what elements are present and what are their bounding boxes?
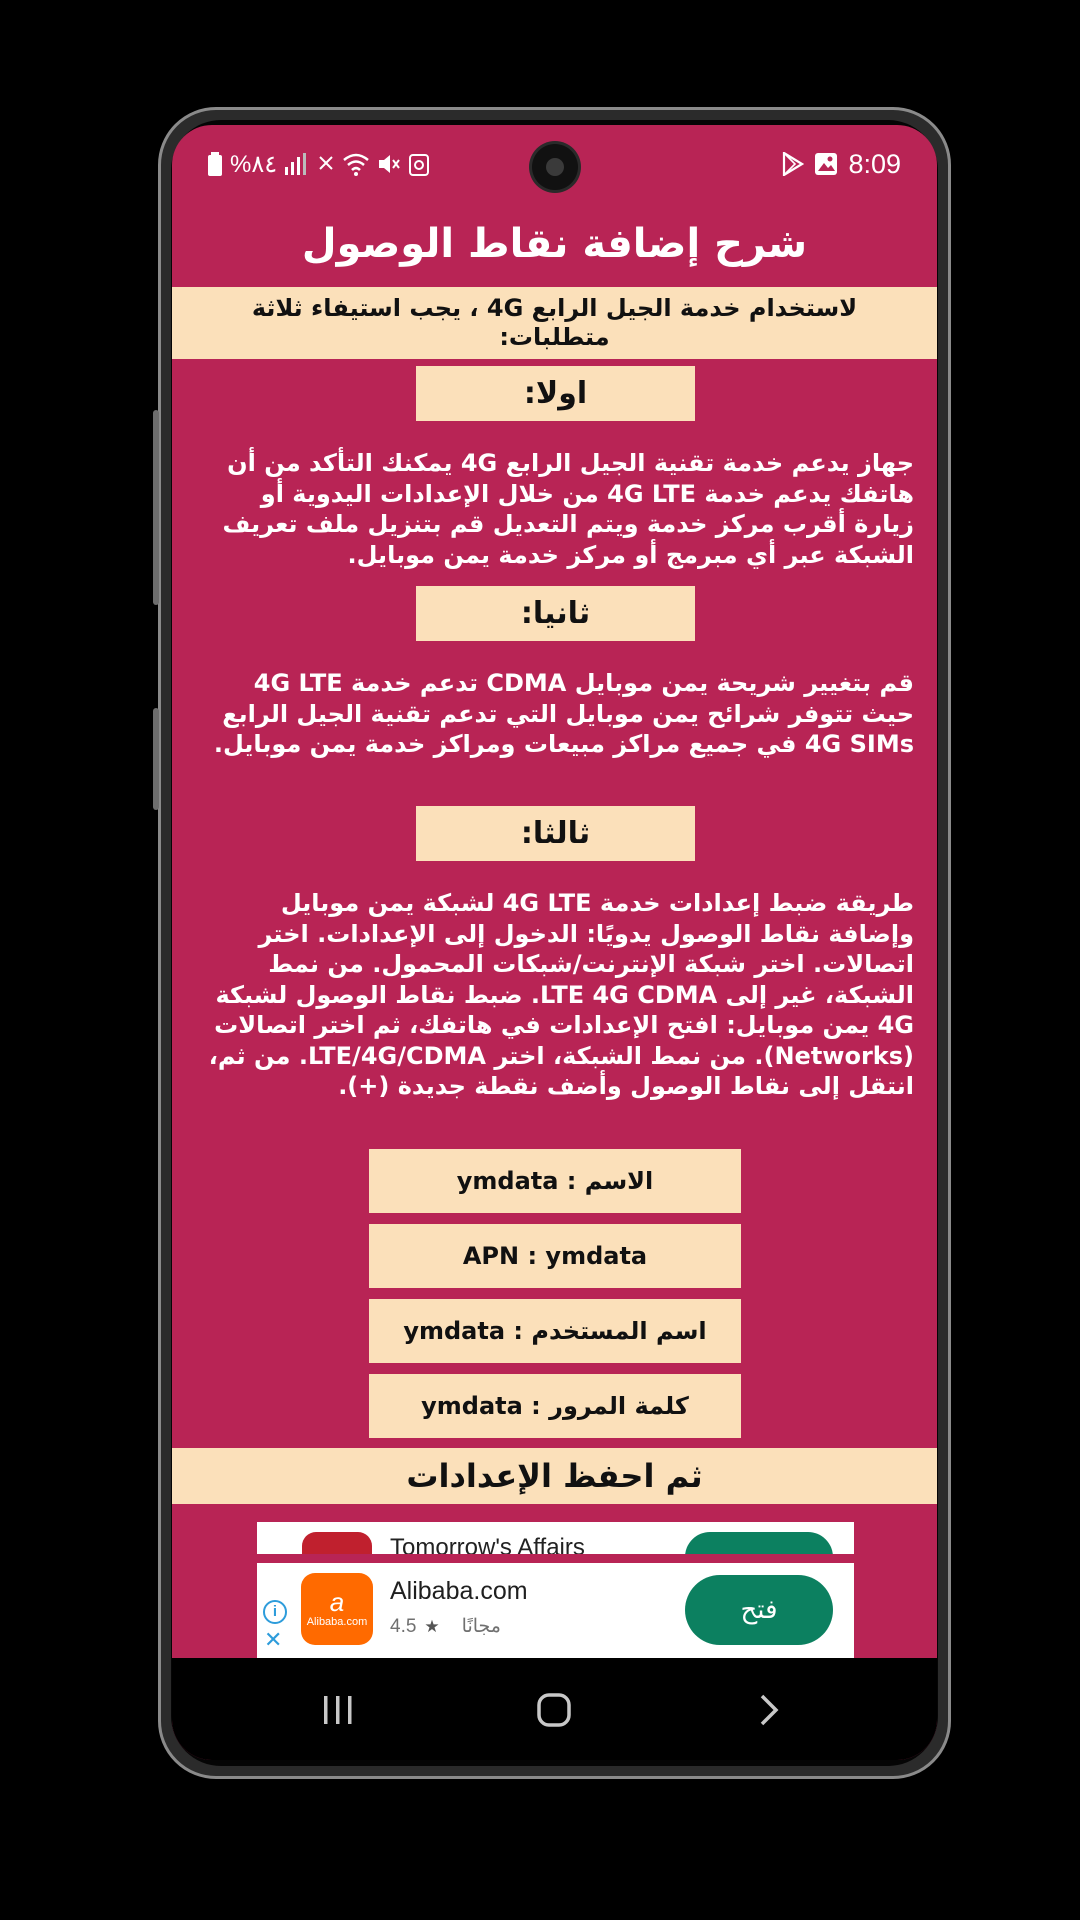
ad-price: مجانًا <box>461 1616 501 1637</box>
volume-key <box>153 410 159 605</box>
section-heading-first: اولا: <box>416 366 695 421</box>
ad-rating: 4.5 <box>390 1615 417 1637</box>
section-heading-second: ثانيا: <box>416 586 695 641</box>
gallery-icon <box>814 152 838 176</box>
section-body-third: طريقة ضبط إعدادات خدمة 4G LTE لشبكة يمن موبايل وإضافة نقاط الوصول يدويًا: الدخول إلى الإعدادات. اختر اتصالات. اختر شبكة الإنترنت/شبكات المحمول. من نمط الشبكة، غير إلى LTE 4G CDMA. ضبط نقاط الوصول لشبكة 4G يمن موبايل: افتح الإعدادات في هاتفك، ثم اختر اتصالات (Networks). من نمط الشبكة، اختر LTE/4G/CDMA. من ثم، انتقل إلى نقاط الوصول وأضف نقطة جديدة (+). <box>208 889 914 1100</box>
intro-panel: لاستخدام خدمة الجيل الرابع 4G ، يجب استيفاء ثلاثة متطلبات: <box>172 287 937 359</box>
apn-username-field: اسم المستخدم : ymdata <box>369 1299 741 1363</box>
back-icon[interactable] <box>739 1680 799 1740</box>
ad-peek-button[interactable] <box>685 1532 833 1554</box>
alibaba-logo-glyph: a <box>329 1587 345 1617</box>
alibaba-logo-icon <box>301 1573 373 1645</box>
section-body-second: قم بتغيير شريحة يمن موبايل CDMA تدعم خدمة 4G LTE حيث تتوفر شرائح يمن موبايل التي تدعم تقنية الجيل الرابع 4G SIMs في جميع مراكز مبيعات ومراكز خدمة يمن موبايل. <box>213 669 914 758</box>
recycle-icon <box>409 152 429 176</box>
apn-value-field: APN : ymdata <box>369 1224 741 1288</box>
ad-app-name: Alibaba.com <box>390 1577 528 1605</box>
status-icons-left <box>208 147 429 181</box>
side-key <box>153 708 159 810</box>
front-camera <box>532 144 578 190</box>
star-icon: ★ <box>424 1616 440 1636</box>
no-signal-icon <box>317 153 335 175</box>
ad-banner-partial[interactable] <box>257 1522 854 1554</box>
page-title: شرح إضافة نقاط الوصول <box>301 221 808 267</box>
ad-info-icon[interactable]: i <box>263 1600 287 1624</box>
ad-meta <box>390 1615 501 1638</box>
clock: 8:09 <box>848 148 901 179</box>
signal-icon <box>285 153 309 175</box>
phone-screen <box>172 125 937 1760</box>
save-settings-banner: ثم احفظ الإعدادات <box>172 1448 937 1504</box>
status-icons-right <box>782 147 901 181</box>
home-icon[interactable] <box>524 1680 584 1740</box>
ad-open-button[interactable]: فتح <box>685 1575 833 1645</box>
section-heading-third: ثالثا: <box>416 806 695 861</box>
play-store-icon <box>782 152 804 176</box>
mute-icon <box>377 153 401 175</box>
alibaba-logo-text: Alibaba.com <box>306 1616 368 1628</box>
section-body-first: جهاز يدعم خدمة تقنية الجيل الرابع 4G يمكنك التأكد من أن هاتفك يدعم خدمة 4G LTE من خلال الإعدادات اليدوية أو زيارة أقرب مركز خدمة ويتم التعديل قم بتنزيل ملف تعريف الشبكة عبر أي مبرمج أو مركز خدمة يمن موبايل. <box>222 449 914 569</box>
ad-peek-app-icon <box>302 1532 372 1554</box>
wifi-icon <box>343 152 369 176</box>
ad-banner[interactable] <box>257 1563 854 1658</box>
recent-apps-icon[interactable] <box>308 1680 368 1740</box>
apn-name-field: الاسم : ymdata <box>369 1149 741 1213</box>
navigation-bar <box>172 1658 937 1760</box>
ad-peek-title: Tomorrow's Affairs <box>390 1534 585 1554</box>
status-bar <box>172 125 937 200</box>
ad-close-icon[interactable]: ✕ <box>264 1627 283 1652</box>
battery-icon <box>208 152 222 176</box>
apn-password-field: كلمة المرور : ymdata <box>369 1374 741 1438</box>
battery-percent: %٨٤ <box>230 150 278 178</box>
